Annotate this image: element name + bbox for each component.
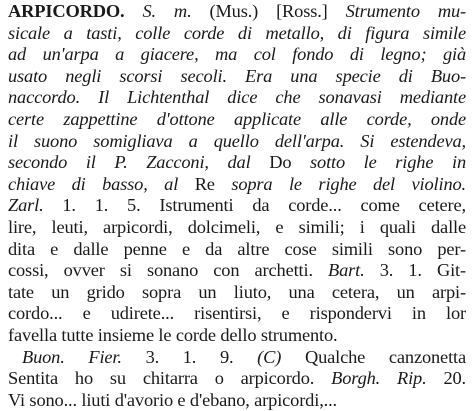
entry-line-7	[8, 131, 466, 153]
citation-text: Qualche canzonetta	[281, 346, 467, 367]
entry-line-12	[8, 239, 466, 261]
entry-line-1	[8, 1, 466, 23]
citation-text: 3. 1. 9.	[121, 346, 258, 367]
entry-line-16	[8, 325, 466, 347]
definition-text: usato negli scorsi secoli. Era una specie di Buo-	[8, 65, 466, 86]
entry-line-9	[8, 174, 466, 196]
citation-text: dita e dalle penne e da altre cose simili sono per-	[8, 238, 466, 259]
citation-source: Buon. Fier.	[22, 346, 122, 367]
citation-text: 1. 1. 5. Istrumenti da corde... come cetere,	[43, 195, 466, 216]
citation-text: 20.	[426, 368, 466, 389]
entry-line-13	[8, 260, 466, 282]
corpus-marker: (C)	[257, 346, 282, 367]
dictionary-entry	[8, 1, 467, 410]
note-name-do: Do	[269, 152, 292, 173]
entry-line-6	[8, 109, 466, 131]
citation-text: 3. 1. Git-	[364, 260, 466, 281]
entry-line-3	[8, 44, 466, 66]
citation-text: Vi sono... liuti d'avorio e d'ebano, arpicordi,...	[8, 389, 337, 410]
entry-line-5	[8, 87, 466, 109]
definition-text: certe zappettine d'ottone applicate alle corde, onde	[8, 108, 466, 129]
entry-line-4	[8, 66, 466, 88]
entry-line-17	[8, 347, 466, 369]
entry-headword: ARPICORDO.	[8, 1, 125, 21]
definition-text: Strumento mu-	[345, 1, 466, 21]
entry-line-15	[8, 303, 466, 325]
entry-line-14	[8, 282, 466, 304]
citation-text: favella tutte insieme le corde dello strumento.	[8, 324, 338, 345]
definition-text: chiave di basso, al	[8, 173, 195, 194]
definition-text: ad un'arpa a giacere, ma col fondo di legno; già	[8, 44, 466, 65]
entry-line-8	[8, 152, 466, 174]
entry-line-2	[8, 23, 466, 45]
citation-text: cordo... e udirete... risentirsi, e rispondervi in lor	[8, 303, 466, 324]
citation-text: tate un grido sopra un liuto, una cetera, un arpi-	[8, 281, 466, 302]
citation-source: Borgh. Rip.	[331, 368, 427, 389]
entry-line-18	[8, 368, 466, 390]
definition-text: secondo il P. Zacconi, dal	[8, 152, 270, 173]
citation-text: Sentita ho su chitarra o arpicordo.	[8, 368, 332, 389]
entry-line-19	[8, 390, 466, 411]
citation-text: cossi, ovver si sonano con archetti.	[8, 260, 329, 281]
citation-source: Zarl.	[8, 195, 44, 216]
definition-text: sopra le righe del violino.	[214, 173, 466, 194]
citation-source: Bart.	[328, 260, 365, 281]
definition-text: sicale a tasti, colle corde di metallo, di figura simile	[8, 22, 466, 43]
definition-text: sotto le righe in	[291, 152, 466, 173]
citation-text: lire, leuti, arpicordi, dolcimeli, e simili; i quali dalle	[8, 216, 466, 237]
grammar-label: S. m.	[142, 1, 192, 21]
entry-line-11	[8, 217, 466, 239]
definition-text: il suono somigliava a quello dell'arpa. Si estendeva,	[8, 130, 466, 151]
note-name-re: Re	[194, 173, 215, 194]
domain-source-labels: (Mus.) [Ross.]	[191, 1, 346, 21]
definition-text: naccordo. Il Lichtenthal dice che sonavasi mediante	[8, 87, 466, 108]
entry-line-10	[8, 195, 466, 217]
